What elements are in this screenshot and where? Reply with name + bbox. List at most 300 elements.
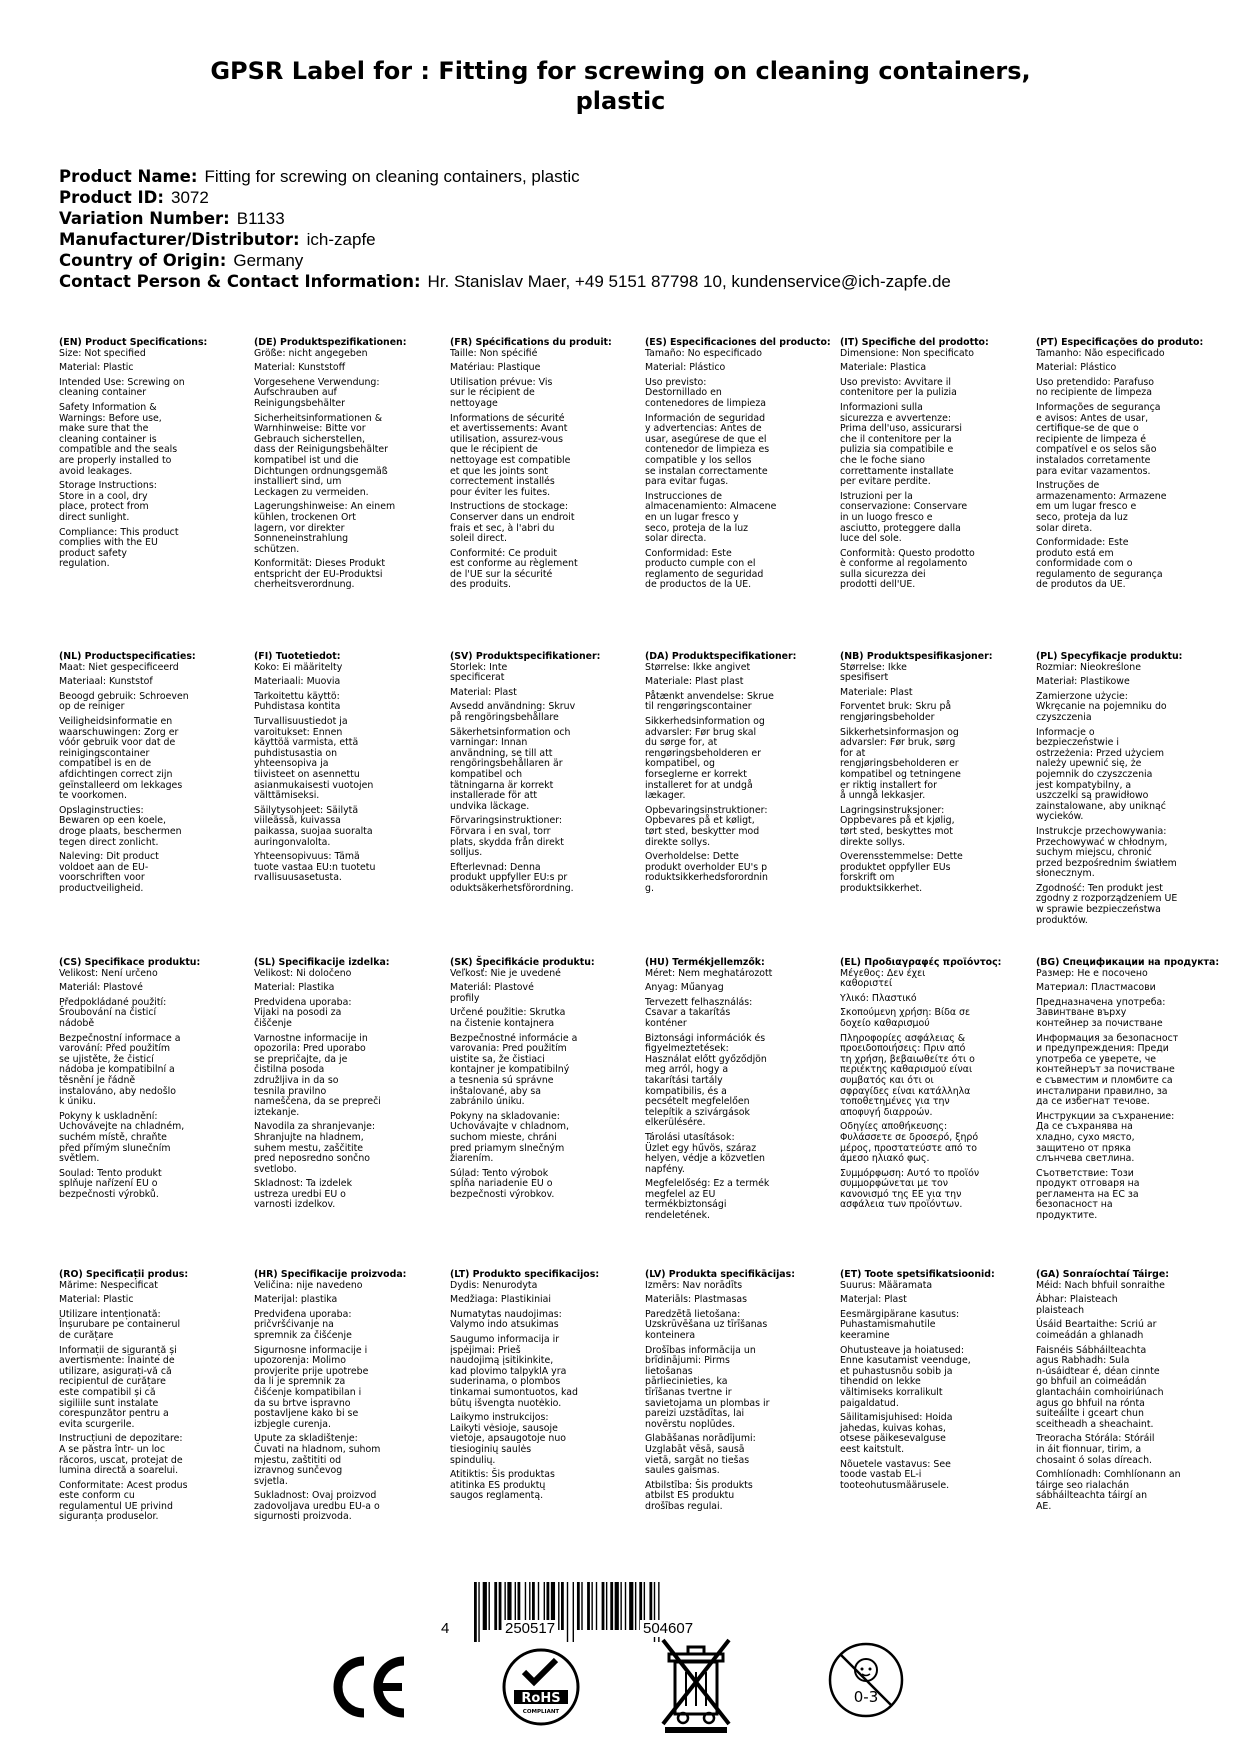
spec-block-line: Prima dell'uso, assicurarsi [840,423,962,435]
spec-block-line: k úniku. [59,1096,96,1108]
spec-block-line: δοχείο καθαρισμού [840,1017,930,1029]
spec-block-line: Förvaringsinstruktioner: [450,815,563,827]
spec-block-line: světlem. [59,1153,100,1165]
spec-block-line: certifique-se de que o [1036,423,1139,435]
spec-block-line: Dichtungen ordnungsgemäß [254,465,388,477]
spec-block-line: glantacháin comhoiriúnach [1036,1386,1164,1398]
spec-block-line: atitinka ES produktų [450,1479,546,1491]
spec-block-lv [645,1270,835,1512]
spec-block-line: saugos reglamentą. [450,1490,544,1502]
spec-block-line: da li je spremnik za [254,1376,346,1388]
not-for-children-0-3-icon [826,1640,906,1720]
spec-block-line: tätningarna är korrekt [450,779,554,791]
spec-block-line: περιέκτης καθαρισμού είναι [840,1064,973,1076]
spec-block-line: Oppbevares på et kjølig, [840,815,955,827]
product-id-row [59,187,951,208]
spec-block-line: Faisnéis Sábháilteachta [1036,1344,1147,1356]
spec-block-line: Instructions de stockage: [450,501,569,513]
spec-block-line: продукт отговаря на [1036,1178,1140,1190]
spec-block-line: Storage Instructions: [59,480,157,492]
spec-block-line: nettoyage est compatible [450,454,571,466]
spec-block-line: avertismente: Înainte de [59,1355,175,1367]
spec-block-line: Storlek: Inte [450,661,508,673]
spec-block-heading: (EL) Προδιαγραφές προϊόντος: [840,957,1002,968]
spec-block-line: tīrīšanas tvertne ir [645,1386,732,1398]
spec-block-line: mjestu, zaštititi od [254,1454,342,1466]
spec-block-line: μέρος, προστατεύστε από το [840,1142,977,1154]
country-of-origin-row [59,250,951,271]
spec-block-line: å unngå lekkasjer. [840,790,926,802]
rohs-compliant-icon [500,1646,582,1728]
spec-block-line: Istruzioni per la [840,490,913,502]
spec-block-line: Zamierzone użycie: [1036,690,1128,702]
spec-block-line: Paredzētā lietošana: [645,1308,741,1320]
spec-block-line: käyttöä varmista, että [254,737,359,749]
spec-block-line: zabránilo úniku. [450,1096,525,1108]
spec-block-line: Wkręcanie na pojemniku do [1036,701,1167,713]
spec-block-line: agus Rabhadh: Sula [1036,1355,1130,1367]
barcode-first-digit: 4 [438,1620,452,1637]
spec-block-line: geïnstalleerd om lekkages [59,779,183,791]
spec-block-line: sigurnosti proizvoda. [254,1511,352,1523]
spec-block-fr [450,338,640,591]
spec-block-line: Material: Plastic [59,362,134,374]
spec-block-line: corespunzător pentru a [59,1408,169,1420]
spec-block-line: Puhastamismahutile [840,1319,936,1331]
spec-block-line: Ohutusteave ja hoiatused: [840,1344,964,1356]
barcode-bar [591,1582,592,1630]
spec-block-line: Comhlíonadh: Comhlíonann an [1036,1469,1181,1481]
spec-block-line: vältimiseks korralikult [840,1386,943,1398]
spec-block-line: para evitar vazamentos. [1036,465,1151,477]
barcode-bar [620,1582,621,1630]
spec-block-line: Reinigungsbehälter [254,397,345,409]
spec-block-line: se instalan correctamente [645,465,768,477]
barcode-bar [625,1582,626,1630]
spec-block-line: contenedores de limpieza [645,397,766,409]
spec-block-line: Dimensione: Non specificato [840,347,974,359]
spec-block-line: Materiál: Plastové [59,982,143,994]
spec-block-line: se prepričajte, da je [254,1053,348,1065]
spec-block-line: Velikost: Ni določeno [254,967,352,979]
spec-block-line: αποφυγή διαρροών. [840,1106,933,1118]
spec-block-line: Materiál: Plastové [450,982,534,994]
spec-block-line: izravnog sunčevog [254,1465,343,1477]
spec-block-line: Shranjujte na hladnem, [254,1131,364,1143]
spec-block-heading: (HR) Specifikacije proizvoda: [254,1269,407,1280]
spec-block-line: Saugumo informacija ir [450,1333,560,1345]
spec-block-line: jahedas, kuivas kohas, [840,1422,946,1434]
spec-block-line: Leckagen zu vermeiden. [254,486,369,498]
spec-block-line: uszczelki są prawidłowo [1036,790,1149,802]
spec-block-line: Skladnost: Ta izdelek [254,1178,353,1190]
spec-block-line: Material: Plástico [1036,362,1117,374]
spec-block-line: este compatibil și că [59,1386,156,1398]
spec-block-line: Съответствие: Този [1036,1167,1134,1179]
spec-block-heading: (LV) Produkta specifikācijas: [645,1269,795,1280]
spec-block-line: Conformitate: Acest produs [59,1479,188,1491]
spec-block-line: τη χρήση, βεβαιωθείτε ότι ο [840,1053,975,1065]
spec-block-line: cleaning container is [59,433,157,445]
spec-block-line: n-úsáidtear é, déan cinnte [1036,1365,1160,1377]
spec-block-line: Navodila za shranjevanje: [254,1121,376,1133]
spec-block-line: tuote vastaa EU:n tuotetu [254,861,376,873]
spec-block-line: Utilizare intenționată: [59,1308,161,1320]
spec-block-line: elkerülésére. [645,1117,706,1129]
spec-block-line: luce del sole. [840,533,902,545]
spec-block-line: megfelel az EU [645,1188,716,1200]
spec-block-line: Izmērs: Nav norādīts [645,1279,743,1291]
spec-block-line: Conformidad: Este [645,547,732,559]
spec-block-line: voldoet aan de EU- [59,861,149,873]
spec-block-line: Materijal: plastika [254,1294,338,1306]
spec-block-heading: (GA) Sonraíochtaí Táirge: [1036,1269,1169,1280]
spec-block-line: pareizi uzstādītas, lai [645,1408,745,1420]
spec-block-line: Atbilstība: Šis produkts [645,1479,753,1491]
spec-block-line: Material: Plastic [59,1294,134,1306]
spec-block-line: usar, asegúrese de que el [645,433,767,445]
spec-block-line: direkte sollys. [645,836,711,848]
spec-block-line: Tamaño: No especificado [645,347,762,359]
spec-block-line: słonecznym. [1036,868,1095,880]
barcode-bar [602,1582,605,1630]
spec-block-line: product safety [59,547,127,559]
spec-block-heading: (FI) Tuotetiedot: [254,651,341,662]
spec-block-heading: (SL) Specifikacije izdelka: [254,957,390,968]
spec-block-line: Yhteensopivuus: Tämä [254,851,360,863]
spec-block-line: należy upewnić się, że [1036,758,1142,770]
spec-block-line: nádoba je kompatibilní a [59,1064,175,1076]
spec-block-line: che le foche siano [840,454,925,466]
spec-block-line: svetlobo. [254,1163,297,1175]
barcode-right-digits: 504607 [640,1620,696,1637]
spec-block-line: are properly installed to [59,454,172,466]
spec-block-heading: (ET) Toote spetsifikatsioonid: [840,1269,995,1280]
spec-block-line: nettoyage [450,397,498,409]
spec-block-line: Størrelse: Ikke angivet [645,661,751,673]
spec-block-line: Materiaal: Kunststof [59,676,153,688]
spec-block-line: productveiligheid. [59,882,144,894]
spec-block-line: rengøringsbeholderen er [645,747,761,759]
spec-block-cs [59,958,249,1200]
spec-block-line: oduktsäkerhetsförordning. [450,882,574,894]
spec-block-line: recipientul de curățare [59,1376,166,1388]
spec-block-line: specificerat [450,672,505,684]
spec-block-line: Uso previsto: Avvitare il [840,376,952,388]
product-id-label: Product ID: [59,188,164,207]
spec-block-line: op de reiniger [59,701,125,713]
spec-block-line: Ábhar: Plaisteach [1036,1294,1118,1306]
spec-block-line: sulla sicurezza dei [840,568,926,580]
spec-block-line: reinigingscontainer [59,747,150,759]
spec-block-line: en un lugar fresco y [645,511,739,523]
spec-block-line: reglamento de seguridad [645,568,764,580]
spec-block-line: Használat előtt győződjön [645,1053,767,1065]
spec-block-line: Předpokládané použití: [59,996,167,1008]
spec-block-line: Atitiktis: Šis produktas [450,1469,555,1481]
spec-block-line: Instrucciones de [645,490,723,502]
spec-block-line: Laikymo instrukcijos: [450,1412,549,1424]
spec-block-line: pārliecinieties, ka [645,1376,728,1388]
spec-block-line: Sikkerhetsinformasjon og [840,726,959,738]
spec-block-line: zadovoljava uredbu EU-a o [254,1500,380,1512]
spec-block-line: w sprawie bezpieczeństwa [1036,904,1161,916]
spec-block-line: răcoros, uscat, protejat de [59,1454,183,1466]
spec-block-heading: (CS) Specifikace produktu: [59,957,201,968]
product-info [59,166,951,292]
spec-block-line: suchém místě, chraňte [59,1131,167,1143]
spec-block-line: Lagerungshinweise: An einem [254,501,396,513]
spec-block-line: compatible y los sellos [645,454,752,466]
spec-block-sk [450,958,640,1200]
spec-block-line: σφραγίδες είναι κατάλληλα [840,1085,971,1097]
spec-block-line: suiteáilte i gceart chun [1036,1408,1144,1420]
spec-block-line: хладно, сухо място, [1036,1131,1135,1143]
spec-block-line: compatibel is en de [59,758,152,770]
spec-block-heading: (NB) Produktspesifikasjoner: [840,651,993,662]
spec-block-line: Nõuetele vastavus: See [840,1458,951,1470]
spec-block-line: spindulių. [450,1454,496,1466]
spec-block-it [840,338,1030,591]
spec-block-nb [840,652,1030,894]
spec-block-heading: (IT) Specifiche del prodotto: [840,337,989,348]
spec-block-es [645,338,835,591]
spec-block-line: kontajner je kompatibilný [450,1064,570,1076]
spec-block-line: yhteensopiva ja [254,758,329,770]
spec-block-line: Materiał: Plastikowe [1036,676,1130,688]
spec-block-line: atbilst ES produktu [645,1490,735,1502]
spec-block-line: Conserver dans un endroit [450,511,575,523]
spec-block-line: регламента на ЕС за [1036,1188,1139,1200]
spec-block-line: Tárolási utasítások: [645,1131,735,1143]
spec-block-line: konténer [645,1017,687,1029]
manufacturer-value: ich-zapfe [306,230,376,249]
spec-block-line: Enne kasutamist veenduge, [840,1355,971,1367]
spec-block-line: para evitar fugas. [645,476,729,488]
spec-block-line: go bhfuil an coimeádán [1036,1376,1147,1388]
spec-block-line: på rengöringsbehållare [450,711,559,723]
spec-block-line: termékbiztonsági [645,1199,727,1211]
spec-block-line: make sure that the [59,423,149,435]
spec-block-ro [59,1270,249,1523]
spec-block-line: Uchovávejte na chladném, [59,1121,185,1133]
spec-block-line: schützen. [254,543,300,555]
spec-block-line: Uso pretendido: Parafuso [1036,376,1155,388]
spec-block-line: Matériau: Plastique [450,362,541,374]
contact-value: Hr. Stanislav Maer, +49 5151 87798 10, kundenservice@ich-zapfe.de [427,272,951,291]
spec-block-line: pričvršćivanje na [254,1319,334,1331]
spec-block-heading: (PL) Specyfikacje produktu: [1036,651,1183,662]
spec-block-line: Naleving: Dit product [59,851,159,863]
spec-block-line: varnosti izdelkov. [254,1199,336,1211]
spec-block-line: Informations de sécurité [450,412,565,424]
spec-block-line: opozorila: Pred uporabo [254,1043,366,1055]
spec-block-line: telepítik a szivárgások [645,1106,750,1118]
spec-block-line: įspėjimai: Prieš [450,1344,521,1356]
contact-row [59,271,951,292]
spec-block-line: Dydis: Nenurodyta [450,1279,538,1291]
page-title [100,56,1141,116]
spec-block-line: před přímým slunečním [59,1142,171,1154]
spec-block-line: Predvidena uporaba: [254,996,352,1008]
spec-block-line: produktet oppfyller EUs [840,861,951,873]
barcode-bar [635,1582,636,1630]
spec-block-line: regulamento de segurança [1036,568,1163,580]
spec-block-line: tørt sted, beskytter mod [645,825,760,837]
spec-block-da [645,652,835,894]
spec-block-line: Да се съхранява на [1036,1121,1133,1133]
spec-block-line: kad plovimo talpyklA yra [450,1365,567,1377]
spec-block-line: rengjøringsbeholder [840,711,935,723]
barcode-bar [587,1582,590,1630]
spec-block-line: solar directa. [645,533,707,545]
spec-block-line: защитено от пряка [1036,1142,1132,1154]
spec-block-bg [1036,958,1226,1222]
spec-block-line: Csavar a takarítás [645,1007,731,1019]
spec-block-line: būtų išvengta nuotėkio. [450,1397,562,1409]
spec-block-line: toode vastab EL-i [840,1469,922,1481]
spec-block-line: Bewaren op een koele, [59,815,167,827]
spec-block-line: Utilisation prévue: Vis [450,376,553,388]
spec-block-line: Material: Plástico [645,362,726,374]
spec-block-line: Завинтване върху [1036,1007,1127,1019]
spec-block-line: naudojimą įsitikinkite, [450,1355,554,1367]
spec-block-line: Šroubování na čisticí [59,1007,157,1019]
spec-block-line: sicurezza e avvertenze: [840,412,952,424]
spec-block-line: zainstalowane, aby uniknąć [1036,800,1166,812]
spec-block-line: Informacje o [1036,726,1095,738]
spec-block-line: sábháilteachta táirgí an [1036,1490,1148,1502]
spec-block-line: contenitore per la pulizia [840,387,957,399]
spec-block-line: des produits. [450,579,511,591]
country-of-origin-label: Country of Origin: [59,251,227,270]
spec-block-line: drošības regulai. [645,1500,723,1512]
spec-block-line: и предупреждения: Преди [1036,1043,1169,1055]
spec-block-line: Размер: Не е посочено [1036,967,1148,979]
barcode-bar [558,1582,559,1630]
spec-block-line: Safety Information & [59,401,157,413]
spec-block-line: Rozmiar: Nieokreślone [1036,661,1141,673]
spec-block-line: vietoje, apsaugotoje nuo [450,1433,567,1445]
spec-block-line: spĺňa nariadenie EU o [450,1178,553,1190]
barcode-bar [478,1582,479,1642]
spec-block-line: afdichtingen correct zijn [59,768,173,780]
spec-block-line: pred priamym slnečným [450,1142,565,1154]
spec-block-line: Úsáid Beartaithe: Scriú ar [1036,1319,1157,1331]
spec-block-line: vietā, sargāt no tiešas [645,1454,750,1466]
spec-block-line: asianmukaisesti vuotojen [254,779,374,791]
spec-block-line: contenedor de limpieza es [645,444,770,456]
spec-block-line: for at [840,747,866,759]
spec-block-line: wycieków. [1036,811,1084,823]
spec-block-line: plaisteach [1036,1304,1085,1316]
spec-block-line: provjerite prije upotrebe [254,1365,369,1377]
spec-block-line: Informazioni sulla [840,401,923,413]
spec-block-line: čistilna posoda [254,1064,325,1076]
spec-block-line: de productos de la UE. [645,579,752,591]
spec-block-sl [254,958,444,1211]
spec-block-line: Puhdistasa kontita [254,701,341,713]
spec-block-line: pulizia sia compatibile e [840,444,954,456]
spec-block-line: bezpieczeństwie i [1036,737,1119,749]
spec-block-line: tørt sted, beskyttes mot [840,825,953,837]
spec-block-line: armazenamento: Armazene [1036,490,1167,502]
spec-block-line: takarítási tartály [645,1074,723,1086]
spec-block-line: Velikost: Není určeno [59,967,158,979]
spec-block-line: Méret: Nem meghatározott [645,967,773,979]
spec-block-line: siguranța produselor. [59,1511,159,1523]
weee-crossed-bin-icon [657,1636,735,1734]
spec-block-line: lietošanas [645,1365,693,1377]
spec-block-line: produktów. [1036,914,1088,926]
spec-block-line: da su brtve ispravno [254,1397,351,1409]
spec-block-line: solar direta. [1036,522,1093,534]
spec-block-line: plats, skydda från direkt [450,836,564,848]
spec-block-line: čišćenje kompatibilan i [254,1386,362,1398]
barcode-bar [489,1582,490,1630]
spec-block-line: AE. [1036,1500,1052,1512]
spec-block-line: konteinera [645,1329,696,1341]
barcode-bar [610,1582,613,1630]
spec-block-line: helyen, védje a közvetlen [645,1153,765,1165]
spec-block-line: Инструкции за съхранение: [1036,1110,1175,1122]
spec-block-line: place, protect from [59,501,149,513]
spec-block-line: brīdinājumi: Pirms [645,1355,730,1367]
spec-block-line: te voorkomen. [59,790,127,802]
spec-block-line: spremnik za čišćenje [254,1329,352,1341]
product-name-row [59,166,951,187]
spec-block-line: soleil direct. [450,533,507,545]
barcode-bar [629,1582,633,1630]
spec-block-fi [254,652,444,884]
spec-block-heading: (BG) Спецификации на продукта: [1036,957,1220,968]
spec-block-line: napfény. [645,1163,685,1175]
spec-block-line: de produtos da UE. [1036,579,1126,591]
spec-block-line: przed bezpośrednim światłem [1036,857,1177,869]
spec-block-line: pecsételt megfelelően [645,1096,750,1108]
spec-block-line: czyszczenia [1036,711,1092,723]
spec-block-line: agus go bhfuil na rónta [1036,1397,1145,1409]
spec-block-line: Size: Not specified [59,347,146,359]
spec-block-line: Größe: nicht angegeben [254,347,368,359]
spec-block-line: Súlad: Tento výrobok [450,1167,549,1179]
spec-block-line: splňuje nařízení EU o [59,1178,158,1190]
spec-block-line: žiarením. [450,1153,494,1165]
spec-block-line: tihendid on lekke [840,1376,921,1388]
spec-block-line: καθοριστεί [840,978,893,990]
spec-block-line: Conformidade: Este [1036,537,1129,549]
spec-block-line: tesnila pravilno [254,1085,327,1097]
spec-block-line: droge plaats, beschermen [59,825,182,837]
barcode-bar [581,1582,582,1630]
spec-block-line: Opbevaringsinstruktioner: [645,804,768,816]
spec-block-line: na čistenie kontajnera [450,1017,555,1029]
spec-block-line: Tamanho: Não especificado [1036,347,1165,359]
spec-block-line: Medžiaga: Plastikiniai [450,1294,552,1306]
rohs-text: RoHS [521,1691,561,1706]
spec-block-line: ostrzeżenia: Przed użyciem [1036,747,1164,759]
spec-block-line: Soulad: Tento produkt [59,1167,162,1179]
spec-block-line: Méid: Nach bhfuil sonraithe [1036,1279,1165,1291]
spec-block-line: Σκοπούμενη χρήση: Βίδα σε [840,1007,971,1019]
spec-block-line: waarschuwingen: Zorg er [59,726,179,738]
spec-block-line: Sukladnost: Ovaj proizvod [254,1490,377,1502]
spec-block-line: контейнер за почистване [1036,1017,1163,1029]
spec-block-line: produto está em [1036,547,1114,559]
spec-block-line: προειδοποιήσεις: Πριν από [840,1043,966,1055]
spec-block-line: sigiliile sunt instalate [59,1397,159,1409]
spec-block-line: Säilitamisjuhised: Hoida [840,1412,953,1424]
